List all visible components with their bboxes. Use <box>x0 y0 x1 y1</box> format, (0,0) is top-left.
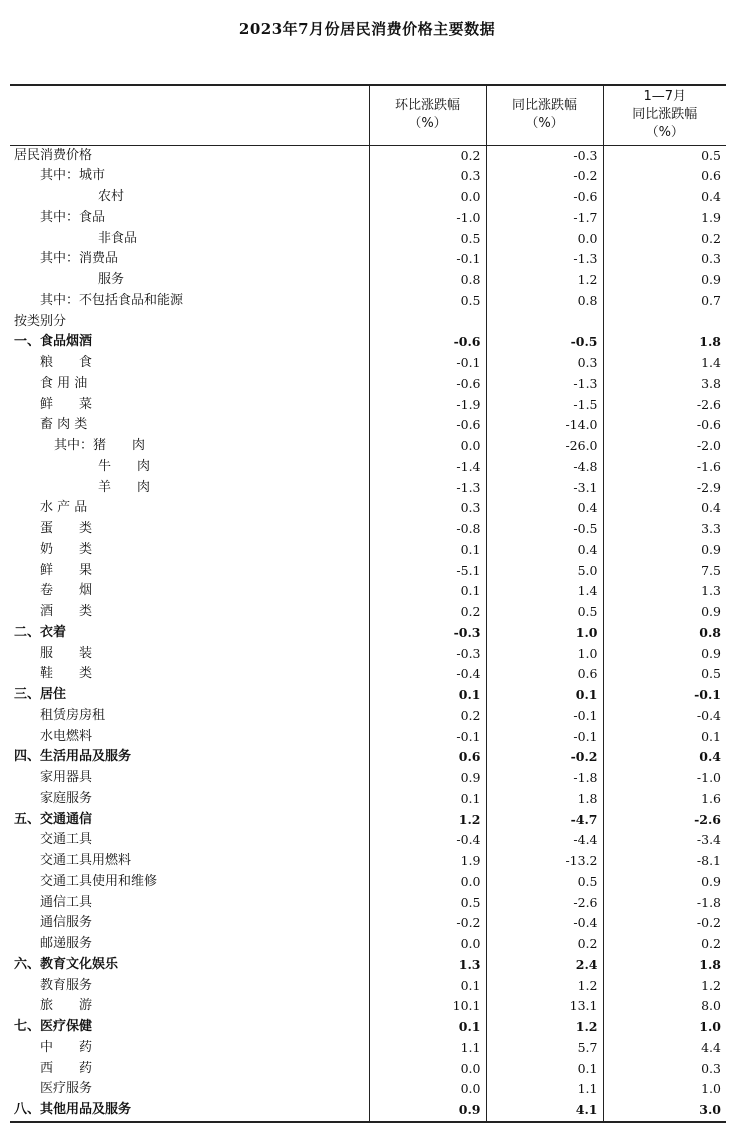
yoy-value: 1.0 <box>486 623 603 644</box>
table-row <box>10 913 726 934</box>
table-row <box>10 976 726 997</box>
row-label: 通信工具 <box>40 894 93 910</box>
table-row <box>10 706 726 727</box>
ytd-value: -2.0 <box>603 436 726 457</box>
mom-value: -5.1 <box>369 561 486 582</box>
ytd-value: 4.4 <box>603 1038 726 1059</box>
category-row <box>10 332 726 353</box>
ytd-value: -8.1 <box>603 851 726 872</box>
ytd-value: 1.8 <box>603 332 726 353</box>
cpi-data-table <box>10 84 726 1123</box>
table-row <box>10 602 726 623</box>
ytd-value: 1.2 <box>603 976 726 997</box>
yoy-value: 1.1 <box>486 1079 603 1100</box>
table-row <box>10 145 726 166</box>
yoy-value: -1.7 <box>486 208 603 229</box>
mom-value: -1.0 <box>369 208 486 229</box>
row-label: 通信服务 <box>40 915 93 931</box>
ytd-value: 0.9 <box>603 540 726 561</box>
ytd-value: -2.6 <box>603 395 726 416</box>
yoy-value: 1.2 <box>486 270 603 291</box>
ytd-value: 1.0 <box>603 1017 726 1038</box>
yoy-value: -0.2 <box>486 166 603 187</box>
mom-value <box>369 312 486 333</box>
ytd-value: 8.0 <box>603 996 726 1017</box>
yoy-value: 0.5 <box>486 872 603 893</box>
table-row <box>10 893 726 914</box>
ytd-value: 7.5 <box>603 561 726 582</box>
table-header-row <box>10 85 726 145</box>
ytd-value: 3.8 <box>603 374 726 395</box>
row-label: 服务 <box>98 272 125 287</box>
yoy-value: -14.0 <box>486 415 603 436</box>
yoy-value: 0.1 <box>486 1059 603 1080</box>
ytd-value: 0.8 <box>603 623 726 644</box>
mom-value: 0.2 <box>369 145 486 166</box>
mom-value: 0.3 <box>369 498 486 519</box>
yoy-value: -4.7 <box>486 810 603 831</box>
row-label: 其中：猪 肉 <box>54 438 146 453</box>
ytd-value: 0.4 <box>603 747 726 768</box>
yoy-value: 1.8 <box>486 789 603 810</box>
mom-value: 0.3 <box>369 166 486 187</box>
table-row <box>10 229 726 250</box>
mom-value: 0.5 <box>369 229 486 250</box>
row-label: 租赁房房租 <box>40 707 106 723</box>
table-row <box>10 1079 726 1100</box>
mom-value: 0.2 <box>369 602 486 623</box>
row-label: 羊 肉 <box>98 479 151 495</box>
ytd-value: 1.6 <box>603 789 726 810</box>
row-label: 中 药 <box>40 1039 93 1055</box>
mom-value: 0.5 <box>369 893 486 914</box>
yoy-value: -0.5 <box>486 332 603 353</box>
yoy-value: -3.1 <box>486 478 603 499</box>
ytd-value: 0.2 <box>603 229 726 250</box>
yoy-value: -26.0 <box>486 436 603 457</box>
row-label: 居民消费价格 <box>14 147 93 163</box>
mom-value: 0.9 <box>369 768 486 789</box>
table-row <box>10 291 726 312</box>
ytd-value: 0.6 <box>603 166 726 187</box>
table-row <box>10 395 726 416</box>
table-row <box>10 187 726 208</box>
header-yoy: 同比涨跌幅 （%） <box>486 85 603 145</box>
row-label: 鞋 类 <box>40 666 93 682</box>
row-label: 农村 <box>98 189 125 204</box>
table-row <box>10 1038 726 1059</box>
mom-value: 0.1 <box>369 1017 486 1038</box>
table-row <box>10 249 726 270</box>
yoy-value: -0.1 <box>486 727 603 748</box>
mom-value: 1.1 <box>369 1038 486 1059</box>
row-label: 交通工具用燃料 <box>40 853 132 868</box>
table-row <box>10 851 726 872</box>
mom-value: 0.0 <box>369 872 486 893</box>
table-row <box>10 353 726 374</box>
ytd-value: 1.4 <box>603 353 726 374</box>
row-label: 邮递服务 <box>40 936 93 951</box>
ytd-value: -1.8 <box>603 893 726 914</box>
table-row <box>10 415 726 436</box>
table-row <box>10 270 726 291</box>
table-row <box>10 519 726 540</box>
category-row <box>10 747 726 768</box>
row-label: 蛋 类 <box>40 521 93 536</box>
row-label: 水电燃料 <box>40 728 93 744</box>
category-row <box>10 685 726 706</box>
mom-value: 0.1 <box>369 685 486 706</box>
mom-value: 0.2 <box>369 706 486 727</box>
header-category <box>10 85 369 145</box>
table-row <box>10 436 726 457</box>
mom-value: -0.8 <box>369 519 486 540</box>
table-row <box>10 768 726 789</box>
mom-value: 0.8 <box>369 270 486 291</box>
mom-value: 10.1 <box>369 996 486 1017</box>
mom-value: -0.3 <box>369 623 486 644</box>
mom-value: 0.0 <box>369 934 486 955</box>
yoy-value: 0.4 <box>486 498 603 519</box>
table-row <box>10 727 726 748</box>
mom-value: 0.0 <box>369 1059 486 1080</box>
table-row <box>10 789 726 810</box>
yoy-value: 0.2 <box>486 934 603 955</box>
ytd-value: 0.9 <box>603 602 726 623</box>
mom-value: -0.6 <box>369 374 486 395</box>
row-label: 水 产 品 <box>40 500 88 516</box>
mom-value: -1.3 <box>369 478 486 499</box>
mom-value: 0.1 <box>369 581 486 602</box>
row-label: 七、医疗保健 <box>14 1019 93 1034</box>
table-row <box>10 312 726 333</box>
ytd-value: -2.6 <box>603 810 726 831</box>
yoy-value: -1.8 <box>486 768 603 789</box>
ytd-value: -0.4 <box>603 706 726 727</box>
table-row <box>10 561 726 582</box>
page-title: 2023年7月份居民消费价格主要数据 <box>238 20 496 38</box>
mom-value: -0.6 <box>369 332 486 353</box>
mom-value: -0.4 <box>369 664 486 685</box>
table-row <box>10 830 726 851</box>
yoy-value: -1.3 <box>486 374 603 395</box>
yoy-value: 0.4 <box>486 540 603 561</box>
ytd-value: 0.4 <box>603 498 726 519</box>
ytd-value: 0.9 <box>603 644 726 665</box>
category-row <box>10 1100 726 1122</box>
yoy-value: 0.3 <box>486 353 603 374</box>
row-label: 旅 游 <box>40 998 93 1014</box>
category-row <box>10 1017 726 1038</box>
table-row <box>10 996 726 1017</box>
ytd-value: -0.6 <box>603 415 726 436</box>
row-label: 其中：城市 <box>40 168 106 184</box>
table-row <box>10 664 726 685</box>
mom-value: -0.1 <box>369 727 486 748</box>
mom-value: -0.1 <box>369 353 486 374</box>
row-label: 奶 类 <box>40 541 93 557</box>
ytd-value: 3.3 <box>603 519 726 540</box>
table-row <box>10 644 726 665</box>
row-label: 畜 肉 类 <box>40 417 88 433</box>
ytd-value: -1.6 <box>603 457 726 478</box>
yoy-value: -0.6 <box>486 187 603 208</box>
ytd-value: 1.0 <box>603 1079 726 1100</box>
mom-value: 0.0 <box>369 436 486 457</box>
ytd-value: 0.1 <box>603 727 726 748</box>
mom-value: 0.0 <box>369 187 486 208</box>
mom-value: 0.6 <box>369 747 486 768</box>
table-row <box>10 540 726 561</box>
row-label: 一、食品烟酒 <box>14 334 93 350</box>
row-label: 鲜 菜 <box>40 396 93 412</box>
row-label: 三、居住 <box>14 687 67 702</box>
header-mom: 环比涨跌幅 （%） <box>369 85 486 145</box>
row-label: 四、生活用品及服务 <box>14 749 132 765</box>
ytd-value: 0.4 <box>603 187 726 208</box>
yoy-value: -0.5 <box>486 519 603 540</box>
mom-value: 0.0 <box>369 1079 486 1100</box>
table-row <box>10 934 726 955</box>
ytd-value: -2.9 <box>603 478 726 499</box>
yoy-value: -13.2 <box>486 851 603 872</box>
mom-value: -0.6 <box>369 415 486 436</box>
row-label: 交通工具 <box>40 832 93 848</box>
yoy-value: 1.2 <box>486 1017 603 1038</box>
table-row <box>10 478 726 499</box>
yoy-value: -1.5 <box>486 395 603 416</box>
yoy-value: -0.1 <box>486 706 603 727</box>
yoy-value <box>486 312 603 333</box>
yoy-value: 5.0 <box>486 561 603 582</box>
mom-value: 1.9 <box>369 851 486 872</box>
row-label: 八、其他用品及服务 <box>14 1102 132 1117</box>
yoy-value: -0.3 <box>486 145 603 166</box>
yoy-value: 0.8 <box>486 291 603 312</box>
row-label: 其中：食品 <box>40 209 106 225</box>
yoy-value: 0.0 <box>486 229 603 250</box>
table-row <box>10 166 726 187</box>
row-label: 医疗服务 <box>40 1081 93 1097</box>
yoy-value: -0.2 <box>486 747 603 768</box>
mom-value: -0.4 <box>369 830 486 851</box>
row-label: 粮 食 <box>40 355 93 370</box>
mom-value: -1.9 <box>369 395 486 416</box>
table-row <box>10 208 726 229</box>
ytd-value: 0.9 <box>603 270 726 291</box>
mom-value: -0.3 <box>369 644 486 665</box>
mom-value: 0.1 <box>369 976 486 997</box>
yoy-value: 0.5 <box>486 602 603 623</box>
table-row <box>10 498 726 519</box>
row-label: 交通工具使用和维修 <box>40 873 158 889</box>
table-row <box>10 581 726 602</box>
mom-value: -0.2 <box>369 913 486 934</box>
ytd-value: 0.3 <box>603 249 726 270</box>
yoy-value: 1.4 <box>486 581 603 602</box>
yoy-value: 2.4 <box>486 955 603 976</box>
table-row <box>10 457 726 478</box>
yoy-value: 0.1 <box>486 685 603 706</box>
row-label: 牛 肉 <box>98 458 151 474</box>
category-row <box>10 623 726 644</box>
row-label: 按类别分 <box>14 313 67 329</box>
row-label: 酒 类 <box>40 604 93 619</box>
row-label: 家用器具 <box>40 770 93 785</box>
mom-value: -1.4 <box>369 457 486 478</box>
row-label: 西 药 <box>40 1060 93 1076</box>
row-label: 教育服务 <box>40 977 93 993</box>
ytd-value: 1.3 <box>603 581 726 602</box>
category-row <box>10 955 726 976</box>
table-row <box>10 374 726 395</box>
row-label: 卷 烟 <box>40 583 93 599</box>
ytd-value: -1.0 <box>603 768 726 789</box>
header-ytd: 1—7月 同比涨跌幅 （%） <box>603 85 726 145</box>
yoy-value: 0.6 <box>486 664 603 685</box>
row-label: 其中：不包括食品和能源 <box>40 292 184 308</box>
mom-value: 0.5 <box>369 291 486 312</box>
yoy-value: -2.6 <box>486 893 603 914</box>
mom-value: 0.1 <box>369 540 486 561</box>
ytd-value: 0.7 <box>603 291 726 312</box>
row-label: 鲜 果 <box>40 562 93 578</box>
ytd-value: 0.2 <box>603 934 726 955</box>
yoy-value: -4.8 <box>486 457 603 478</box>
mom-value: -0.1 <box>369 249 486 270</box>
yoy-value: 5.7 <box>486 1038 603 1059</box>
ytd-value: -3.4 <box>603 830 726 851</box>
ytd-value: 1.8 <box>603 955 726 976</box>
row-label: 其中：消费品 <box>40 251 119 267</box>
ytd-value: -0.1 <box>603 685 726 706</box>
row-label: 六、教育文化娱乐 <box>14 956 119 972</box>
yoy-value: 13.1 <box>486 996 603 1017</box>
row-label: 家庭服务 <box>40 790 93 806</box>
ytd-value: 0.5 <box>603 145 726 166</box>
mom-value: 0.1 <box>369 789 486 810</box>
ytd-value <box>603 312 726 333</box>
mom-value: 0.9 <box>369 1100 486 1122</box>
ytd-value: 1.9 <box>603 208 726 229</box>
row-label: 非食品 <box>98 230 138 246</box>
row-label: 食 用 油 <box>40 375 88 391</box>
category-row <box>10 810 726 831</box>
row-label: 服 装 <box>40 645 93 661</box>
yoy-value: 4.1 <box>486 1100 603 1122</box>
table-row <box>10 872 726 893</box>
table-row <box>10 1059 726 1080</box>
yoy-value: 1.2 <box>486 976 603 997</box>
yoy-value: -1.3 <box>486 249 603 270</box>
mom-value: 1.2 <box>369 810 486 831</box>
yoy-value: -0.4 <box>486 913 603 934</box>
yoy-value: -4.4 <box>486 830 603 851</box>
yoy-value: 1.0 <box>486 644 603 665</box>
mom-value: 1.3 <box>369 955 486 976</box>
row-label: 二、衣着 <box>14 624 67 640</box>
ytd-value: 3.0 <box>603 1100 726 1122</box>
row-label: 五、交通通信 <box>14 811 93 827</box>
ytd-value: 0.9 <box>603 872 726 893</box>
ytd-value: 0.3 <box>603 1059 726 1080</box>
ytd-value: -0.2 <box>603 913 726 934</box>
ytd-value: 0.5 <box>603 664 726 685</box>
